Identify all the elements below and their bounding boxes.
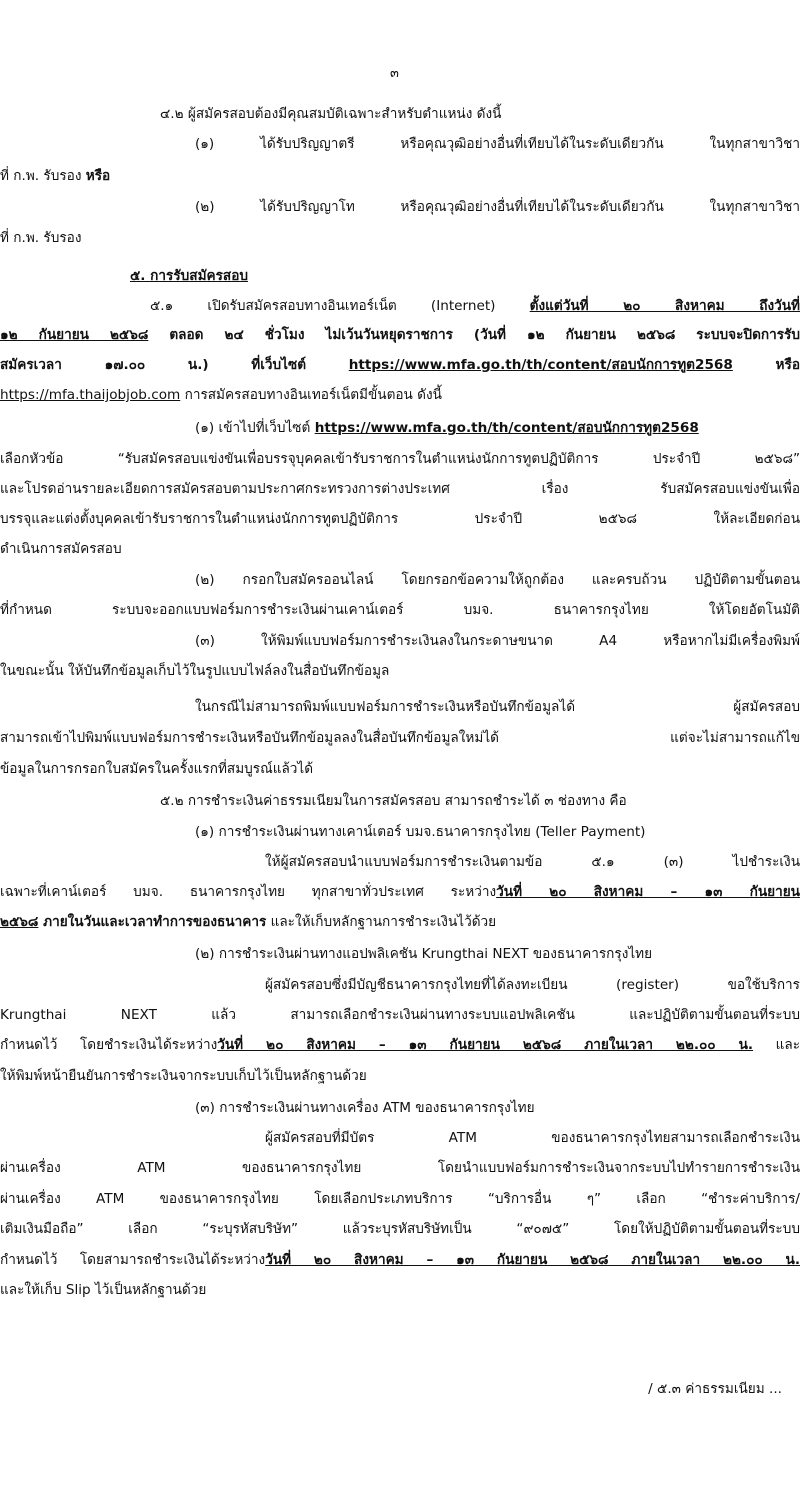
text-run: ในขณะนั้น ให้บันทึกข้อมูลเก็บไว้ในรูปแบบไฟล์ลงในสื่อบันทึกข้อมูล [0,663,390,679]
text-line [0,166,800,186]
text-line [0,728,800,748]
text-run: ผู้สมัครสอบซึ่งมีบัญชีธนาคารกรุงไทยที่ได้ลงทะเบียน (register) ขอใช้บริการ [265,977,800,993]
text-run: ๕.๒ การชำระเงินค่าธรรมเนียมในการสมัครสอบ สามารถชำระได้ ๓ ช่องทาง คือ [160,793,627,809]
text-run: และ [753,1037,800,1053]
text-run: บรรจุและแต่งตั้งบุคคลเข้ารับราชการในตำแหน่งนักการทูตปฏิบัติการ ประจำปี ๒๕๖๘ ให้ละเอียดก่อน [0,511,800,527]
text-line [0,418,800,438]
text-run: เฉพาะที่เคาน์เตอร์ บมจ. ธนาคารกรุงไทย ทุกสาขาทั่วประเทศ ระหว่าง [0,884,497,900]
footer-continuation: / ๕.๓ ค่าธรรมเนียม ... [648,1381,782,1397]
text-run: ข้อมูลในการกรอกใบสมัครในครั้งแรกที่สมบูรณ์แล้วได้ [0,761,314,777]
text-run: ที่ ก.พ. รับรอง [0,230,82,246]
text-line [0,1066,800,1086]
text-run: กำหนดไว้ โดยชำระเงินได้ระหว่าง [0,1037,218,1053]
text-line [0,266,800,286]
text-line [0,197,800,217]
text-run: ๕. การรับสมัครสอบ [130,268,249,284]
text-run: หรือ [732,357,800,373]
text-run: และให้เก็บหลักฐานการชำระเงินไว้ด้วย [266,914,497,930]
text-line [0,852,800,872]
website-link[interactable]: https://www.mfa.go.th/th/content/สอบนักการทูต2568 [348,357,733,373]
text-run: ภายในวันและเวลาทำการของธนาคาร [38,914,267,930]
text-run: (๑) ได้รับปริญญาตรี หรือคุณวุฒิอย่างอื่นที่เทียบได้ในระดับเดียวกัน ในทุกสาขาวิชา [195,136,800,152]
text-run: ๕.๑ เปิดรับสมัครสอบทางอินเทอร์เน็ต (Internet) [150,298,530,314]
text-line [0,355,800,375]
text-line [0,449,800,469]
text-run: ดำเนินการสมัครสอบ [0,541,122,557]
text-line [0,1158,800,1178]
text-run: ๑๒ กันยายน ๒๕๖๘ [0,327,149,343]
text-run: ในกรณีไม่สามารถพิมพ์แบบฟอร์มการชำระเงินหรือบันทึกข้อมูลได้ ผู้สมัครสอบ [195,699,800,715]
text-run: ผ่านเครื่อง ATM ของธนาคารกรุงไทย โดยนำแบบฟอร์มการชำระเงินจากระบบไปทำรายการชำระเงิน [0,1160,800,1176]
text-line [0,882,800,902]
text-line [0,1098,800,1118]
text-run: เติมเงินมือถือ” เลือก “ระบุรหัสบริษัท” แล้วระบุรหัสบริษัทเป็น “๙๐๗๕” โดยให้ปฏิบัติตามขั้นตอนที่ระบบ [0,1221,800,1237]
text-line [0,325,800,345]
text-run: Krungthai NEXT แล้ว สามารถเลือกชำระเงินผ่านทางระบบแอปพลิเคชัน และปฏิบัติตามขั้นตอนที่ระบบ [0,1007,800,1023]
website-link[interactable]: https://www.mfa.go.th/th/content/สอบนักการทูต2568 [314,420,699,436]
text-run: ผ่านเครื่อง ATM ของธนาคารกรุงไทย โดยเลือกประเภทบริการ “บริการอื่น ๆ” เลือก “ชำระค่าบริการ/ [0,1191,800,1207]
text-run: การสมัครสอบทางอินเทอร์เน็ตมีขั้นตอน ดังนี้ [180,387,442,403]
text-run: สมัครเวลา ๑๗.๐๐ น.) ที่เว็บไซต์ [0,357,349,373]
text-line [0,104,800,124]
text-run: หรือ [85,168,111,184]
text-line [0,661,800,681]
text-line [0,1219,800,1239]
text-line [0,1189,800,1209]
text-run: กำหนดไว้ โดยสามารถชำระเงินได้ระหว่าง [0,1252,266,1268]
text-run: วันที่ ๒๐ สิงหาคม – ๑๓ กันยายน ๒๕๖๘ ภายในเวลา ๒๒.๐๐ น. [265,1252,800,1268]
text-run: ผู้สมัครสอบที่มีบัตร ATM ของธนาคารกรุงไทยสามารถเลือกชำระเงิน [265,1130,800,1146]
page-number: ๓ [390,66,399,81]
text-line [0,631,800,651]
text-line [0,134,800,154]
text-line [0,1005,800,1025]
text-line [0,697,800,717]
text-run: (๒) ได้รับปริญญาโท หรือคุณวุฒิอย่างอื่นที่เทียบได้ในระดับเดียวกัน ในทุกสาขาวิชา [195,199,800,215]
text-run: (๒) กรอกใบสมัครออนไลน์ โดยกรอกข้อความให้ถูกต้อง และครบถ้วน ปฏิบัติตามขั้นตอน [195,572,800,588]
text-line [0,539,800,559]
text-run: และให้เก็บ Slip ไว้เป็นหลักฐานด้วย [0,1282,207,1298]
text-run: ตลอด ๒๔ ชั่วโมง ไม่เว้นวันหยุดราชการ (วันที่ ๑๒ กันยายน ๒๕๖๘ ระบบจะปิดการรับ [148,327,800,343]
text-run: วันที่ ๒๐ สิงหาคม – ๑๓ กันยายน [496,884,800,900]
text-run: วันที่ ๒๐ สิงหาคม – ๑๓ กันยายน ๒๕๖๘ ภายในเวลา ๒๒.๐๐ น. [217,1037,754,1053]
text-run: สามารถเข้าไปพิมพ์แบบฟอร์มการชำระเงินหรือบันทึกข้อมูลลงในสื่อบันทึกข้อมูลใหม่ได้ แต่จะไม่สามารถแก้ไข [0,730,800,746]
text-line [0,570,800,590]
text-run: (๒) การชำระเงินผ่านทางแอปพลิเคชัน Krungthai NEXT ของธนาคารกรุงไทย [195,946,653,962]
text-run: ๔.๒ ผู้สมัครสอบต้องมีคุณสมบัติเฉพาะสำหรับตำแหน่ง ดังนี้ [160,106,502,122]
text-line [0,385,800,405]
text-line [0,822,800,842]
text-line [0,479,800,499]
text-line [0,509,800,529]
text-line [0,912,800,932]
text-line [0,759,800,779]
text-line [0,944,800,964]
text-line [0,1250,800,1270]
text-run: (๓) ให้พิมพ์แบบฟอร์มการชำระเงินลงในกระดาษขนาด A4 หรือหากไม่มีเครื่องพิมพ์ [195,633,800,649]
text-line [0,296,800,316]
text-run: ที่กำหนด ระบบจะออกแบบฟอร์มการชำระเงินผ่านเคาน์เตอร์ บมจ. ธนาคารกรุงไทย ให้โดยอัตโนมัติ [0,602,800,618]
text-run: ที่ ก.พ. รับรอง [0,168,86,184]
text-line [0,791,800,811]
text-run: ตั้งแต่วันที่ ๒๐ สิงหาคม ถึงวันที่ [529,298,800,314]
text-run: ให้พิมพ์หน้ายืนยันการชำระเงินจากระบบเก็บไว้เป็นหลักฐานด้วย [0,1068,367,1084]
text-run: เลือกหัวข้อ “รับสมัครสอบแข่งขันเพื่อบรรจุบุคคลเข้ารับราชการในตำแหน่งนักการทูตปฏิบัติการ ประจำปี ๒๕๖๘” [0,451,800,467]
website-link[interactable]: https://mfa.thaijobjob.com [0,387,181,403]
text-line [0,1035,800,1055]
text-line [0,228,800,248]
text-line [0,975,800,995]
text-line [0,600,800,620]
text-run: (๑) เข้าไปที่เว็บไซต์ [195,420,315,436]
text-run: และโปรดอ่านรายละเอียดการสมัครสอบตามประกาศกระทรวงการต่างประเทศ เรื่อง รับสมัครสอบแข่งขันเพื่อ [0,481,800,497]
text-line [0,1128,800,1148]
text-run: ๒๕๖๘ [0,914,39,930]
text-line [0,1280,800,1300]
text-run: ให้ผู้สมัครสอบนำแบบฟอร์มการชำระเงินตามข้อ ๕.๑ (๓) ไปชำระเงิน [265,854,800,870]
text-run: (๓) การชำระเงินผ่านทางเครื่อง ATM ของธนาคารกรุงไทย [195,1100,535,1116]
text-run: (๑) การชำระเงินผ่านทางเคาน์เตอร์ บมจ.ธนาคารกรุงไทย (Teller Payment) [195,824,646,840]
